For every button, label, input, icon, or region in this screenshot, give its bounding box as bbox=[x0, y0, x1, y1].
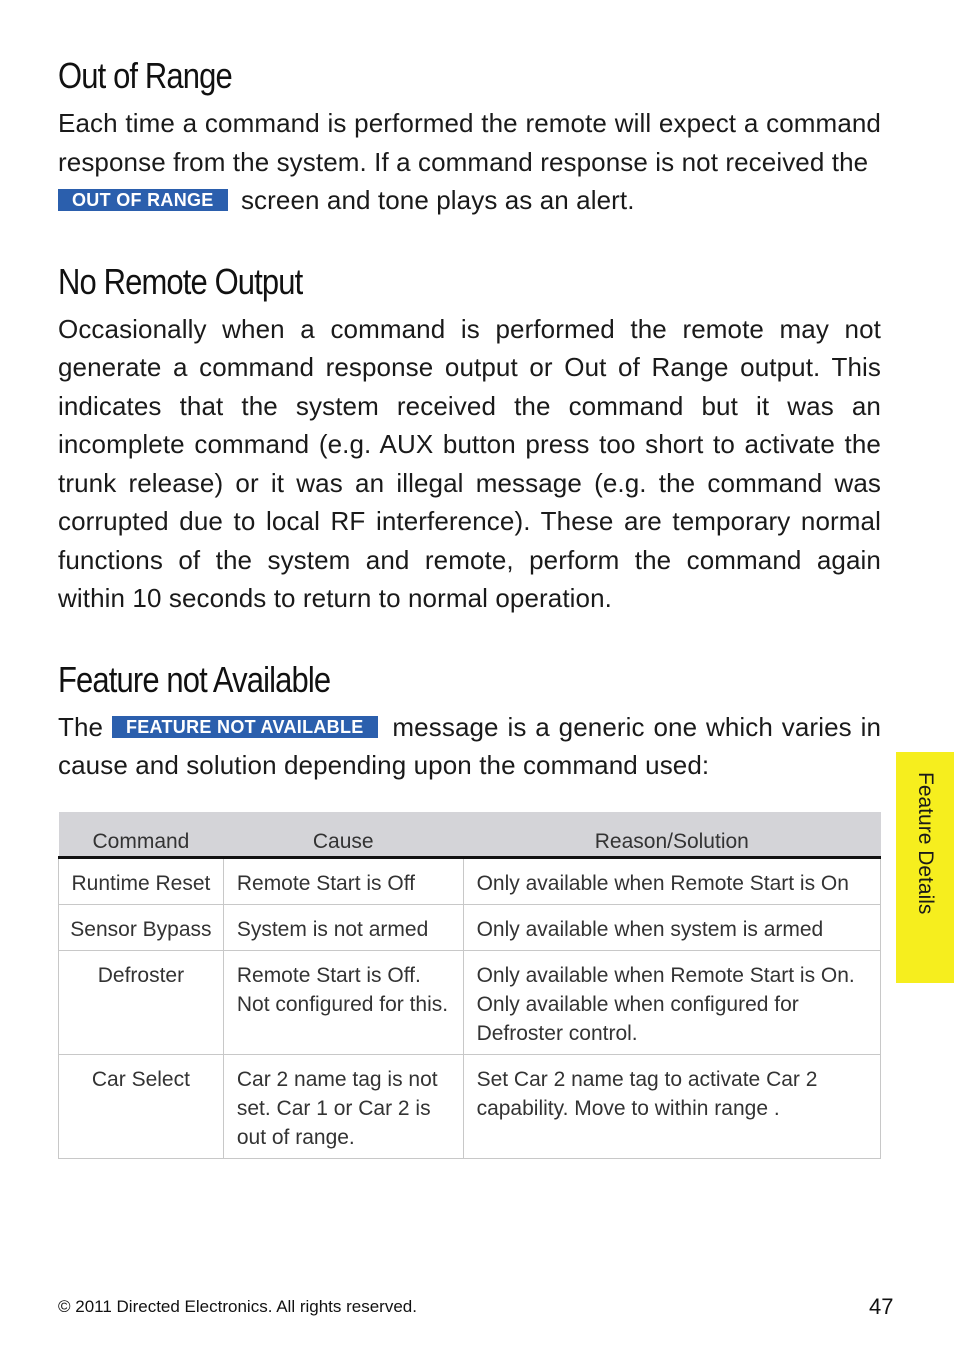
table-row bbox=[59, 858, 881, 905]
text-part: Each time a command is performed the remote will expect a command response from the system. If a command response is not received the bbox=[58, 108, 881, 177]
cell-cause: Remote Start is Off. Not configured for this. bbox=[223, 951, 463, 1055]
header-solution: Reason/Solution bbox=[463, 812, 880, 858]
cell-command: Runtime Reset bbox=[59, 858, 224, 905]
table-header-row bbox=[59, 812, 881, 858]
header-cause: Cause bbox=[223, 812, 463, 858]
header-command: Command bbox=[59, 812, 224, 858]
cell-command: Defroster bbox=[59, 951, 224, 1055]
section-title: No Remote Output bbox=[58, 260, 303, 302]
feature-not-available-badge: FEATURE NOT AVAILABLE bbox=[112, 716, 378, 738]
cell-solution: Set Car 2 name tag to activate Car 2 capability. Move to within range . bbox=[463, 1055, 880, 1159]
side-tab bbox=[896, 752, 954, 983]
cell-cause: Remote Start is Off bbox=[223, 858, 463, 905]
feature-table bbox=[58, 812, 881, 1159]
section-text: Occasionally when a command is performed the remote may not generate a command response output or Out of Range output. This indicates that the system received the command but it was an incomplete command (e.g. AUX button press too short to activate the trunk release) or it was an illegal message (e.g. the command was corrupted due to local RF interference). These are temporary normal functions of the system and remote, perform the command again within 10 seconds to return to normal operation. bbox=[58, 313, 881, 613]
section-out-of-range bbox=[58, 48, 881, 220]
section-title: Out of Range bbox=[58, 55, 232, 96]
cell-cause: Car 2 name tag is not set. Car 1 or Car 2 is out of range. bbox=[223, 1055, 463, 1159]
cell-solution: Only available when system is armed bbox=[463, 905, 880, 951]
side-tab-label: Feature Details bbox=[914, 772, 937, 915]
section-no-remote-output bbox=[58, 254, 881, 618]
section-text bbox=[58, 708, 881, 785]
cell-solution: Only available when Remote Start is On bbox=[463, 858, 880, 905]
text-part: message is a generic one which varies in cause and solution depending upon the command used: bbox=[58, 711, 881, 780]
cell-solution: Only available when Remote Start is On. Only available when configured for Defroster control. bbox=[463, 951, 880, 1055]
section-title: Feature not Available bbox=[58, 658, 331, 700]
cell-command: Sensor Bypass bbox=[59, 905, 224, 951]
text-part: The bbox=[58, 711, 104, 742]
page-content bbox=[58, 48, 881, 819]
section-text bbox=[58, 104, 881, 220]
table-row bbox=[59, 951, 881, 1055]
out-of-range-badge: OUT OF RANGE bbox=[58, 189, 228, 211]
cell-cause: System is not armed bbox=[223, 905, 463, 951]
table-row bbox=[59, 905, 881, 951]
table-row bbox=[59, 1055, 881, 1159]
page-number: 47 bbox=[869, 1294, 894, 1319]
cell-command: Car Select bbox=[59, 1055, 224, 1159]
footer-copyright: © 2011 Directed Electronics. All rights reserved. bbox=[58, 1297, 417, 1316]
section-feature-not-available bbox=[58, 652, 881, 785]
text-part: screen and tone plays as an alert. bbox=[240, 185, 635, 215]
